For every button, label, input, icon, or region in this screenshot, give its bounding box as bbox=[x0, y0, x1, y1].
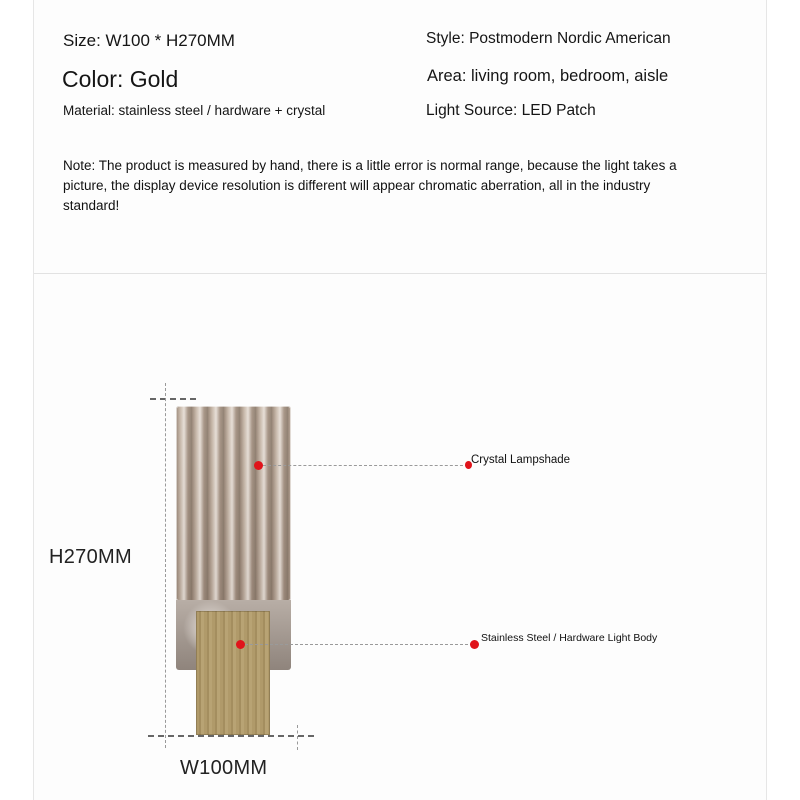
spec-style: Style: Postmodern Nordic American bbox=[426, 30, 671, 47]
spec-area: Area: living room, bedroom, aisle bbox=[427, 67, 669, 85]
callout-light-body: Stainless Steel / Hardware Light Body bbox=[481, 632, 658, 644]
body-marker-icon bbox=[236, 640, 245, 649]
section-divider bbox=[34, 273, 766, 274]
body-leader-line bbox=[245, 644, 473, 645]
width-dimension-label: W100MM bbox=[180, 757, 268, 779]
top-dimension-line bbox=[150, 398, 196, 400]
height-dimension-label: H270MM bbox=[49, 546, 132, 568]
spec-size: Size: W100 * H270MM bbox=[63, 31, 235, 50]
page-frame bbox=[33, 0, 767, 800]
left-dimension-line bbox=[165, 383, 166, 748]
spec-light-source: Light Source: LED Patch bbox=[426, 102, 596, 119]
bottom-dimension-line bbox=[148, 735, 314, 737]
spec-color: Color: Gold bbox=[62, 66, 179, 92]
spec-material: Material: stainless steel / hardware + crystal bbox=[63, 103, 326, 118]
measurement-note: Note: The product is measured by hand, there is a little error is normal range, because the light takes a picture, the display device resolution is different will appear chromatic aberration, all in the industry standard! bbox=[63, 158, 677, 213]
crystal-lampshade-image bbox=[176, 406, 291, 601]
right-dimension-tick bbox=[297, 725, 298, 750]
lampshade-marker-icon bbox=[254, 461, 263, 470]
body-end-marker-icon bbox=[470, 640, 479, 649]
light-body-image bbox=[196, 611, 270, 735]
lampshade-leader-line bbox=[263, 465, 468, 466]
callout-crystal-lampshade: Crystal Lampshade bbox=[471, 454, 571, 466]
